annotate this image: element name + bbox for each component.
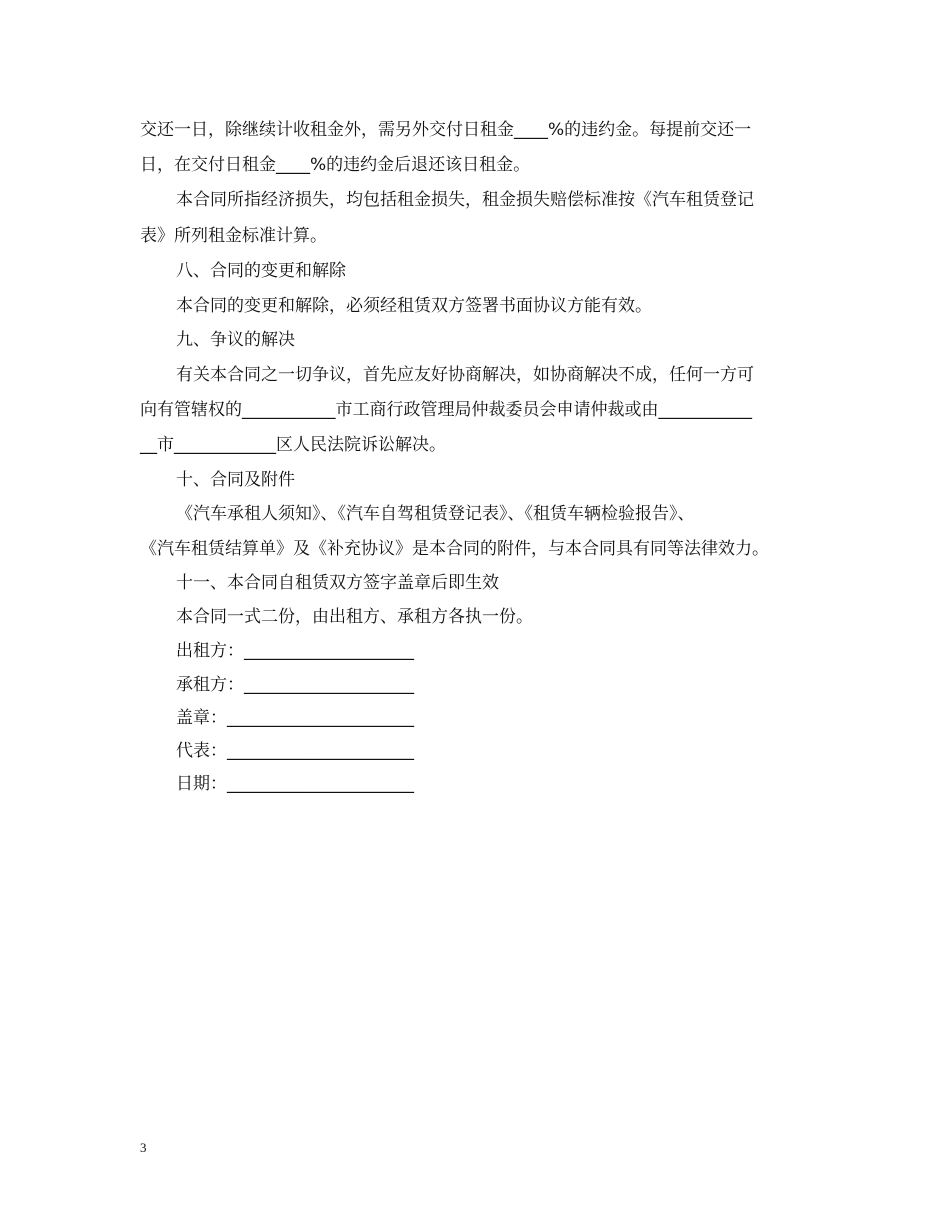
signature-lessee: 承租方：____________________	[176, 675, 414, 695]
signature-seal: 盖章：______________________	[176, 708, 414, 728]
paragraph-line: 向有管辖权的___________市工商行政管理局仲裁委员会申请仲裁或由___________	[140, 400, 752, 420]
paragraph-line: 《汽车租赁结算单》及《补充协议》是本合同的附件，与本合同具有同等法律效力。	[140, 539, 769, 559]
signature-representative: 代表：______________________	[176, 741, 414, 761]
section-heading: 十、合同及附件	[176, 470, 295, 490]
section-heading: 十一、本合同自租赁双方签字盖章后即生效	[176, 573, 499, 593]
signature-lessor: 出租方：____________________	[176, 641, 414, 661]
paragraph-line: 表》所列租金标准计算。	[140, 226, 327, 246]
paragraph-line: 《汽车承租人须知》、《汽车自驾租赁登记表》、《租赁车辆检验报告》、	[176, 504, 695, 524]
paragraph-line: 日，在交付日租金____%的违约金后退还该日租金。	[140, 155, 531, 175]
section-heading: 八、合同的变更和解除	[176, 261, 346, 281]
paragraph-line: 有关本合同之一切争议，首先应友好协商解决，如协商解决不成，任何一方可	[176, 365, 754, 385]
section-heading: 九、争议的解决	[176, 330, 295, 350]
paragraph-line: 本合同所指经济损失，均包括租金损失，租金损失赔偿标准按《汽车租赁登记	[176, 190, 754, 210]
paragraph-line: __市____________区人民法院诉讼解决。	[140, 435, 446, 455]
paragraph-line: 本合同的变更和解除，必须经租赁双方签署书面协议方能有效。	[176, 296, 652, 316]
paragraph-line: 本合同一式二份，由出租方、承租方各执一份。	[176, 607, 533, 627]
signature-date: 日期：______________________	[176, 774, 414, 794]
page-number: 3	[140, 1140, 147, 1155]
paragraph-line: 交还一日，除继续计收租金外，需另外交付日租金____%的违约金。每提前交还一	[140, 120, 752, 140]
